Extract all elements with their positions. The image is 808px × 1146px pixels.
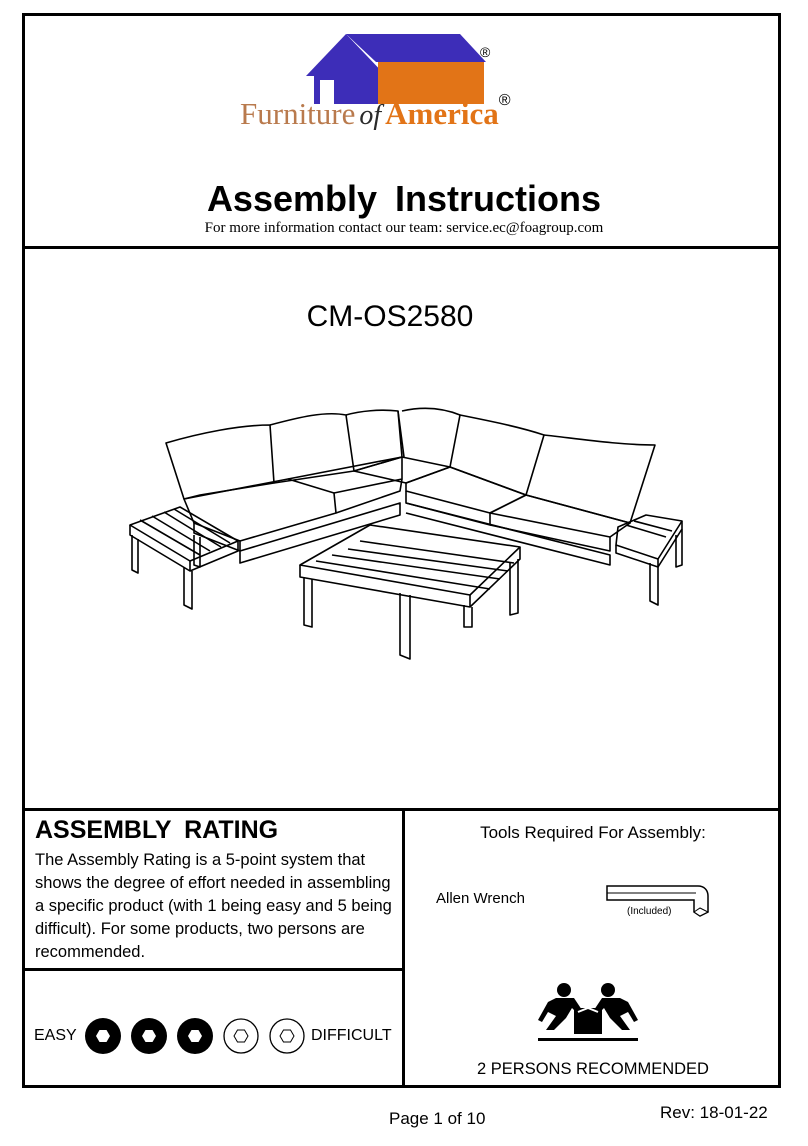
rating-dot-empty: [268, 1017, 306, 1055]
persons-recommended-label: 2 PERSONS RECOMMENDED: [477, 1060, 709, 1078]
brand-word-of: of: [359, 100, 382, 131]
brand-registered-mark: ®: [498, 92, 511, 109]
rating-dot-empty: [222, 1017, 260, 1055]
rating-tools-divider: [402, 808, 405, 1088]
sectional-sofa-illustration: [110, 395, 700, 695]
contact-line: For more information contact our team: service.ec@foagroup.com: [204, 220, 604, 236]
registered-mark: ®: [480, 44, 491, 60]
page-number: Page 1 of 10: [389, 1109, 486, 1128]
model-number: CM-OS2580: [306, 300, 474, 333]
brand-word-furniture: Furniture: [240, 96, 356, 131]
assembly-rating-heading: ASSEMBLY RATING: [35, 816, 279, 844]
rating-scale-divider: [22, 968, 405, 971]
tools-heading: Tools Required For Assembly:: [480, 823, 706, 842]
difficult-label: DIFFICULT: [311, 1027, 392, 1044]
document-title: Assembly Instructions: [206, 178, 602, 219]
brand-wordmark: [240, 92, 511, 132]
brand-word-america: America: [385, 96, 499, 131]
assembly-rating-description: The Assembly Rating is a 5-point system that shows the degree of effort needed in assembling a specific product (with 1 being easy and 5 being difficult). For some products, two persons are recommended.: [35, 851, 392, 961]
revision-date: Rev: 18-01-22: [660, 1103, 768, 1122]
header-divider: [22, 246, 781, 249]
rating-dot-filled: [84, 1017, 122, 1055]
rating-dot-filled: [176, 1017, 214, 1055]
rating-dot-filled: [130, 1017, 168, 1055]
two-persons-lifting-icon: [538, 982, 638, 1044]
tool-included-note: (Included): [627, 906, 672, 917]
easy-label: EASY: [34, 1027, 77, 1044]
tool-name: Allen Wrench: [436, 890, 525, 907]
